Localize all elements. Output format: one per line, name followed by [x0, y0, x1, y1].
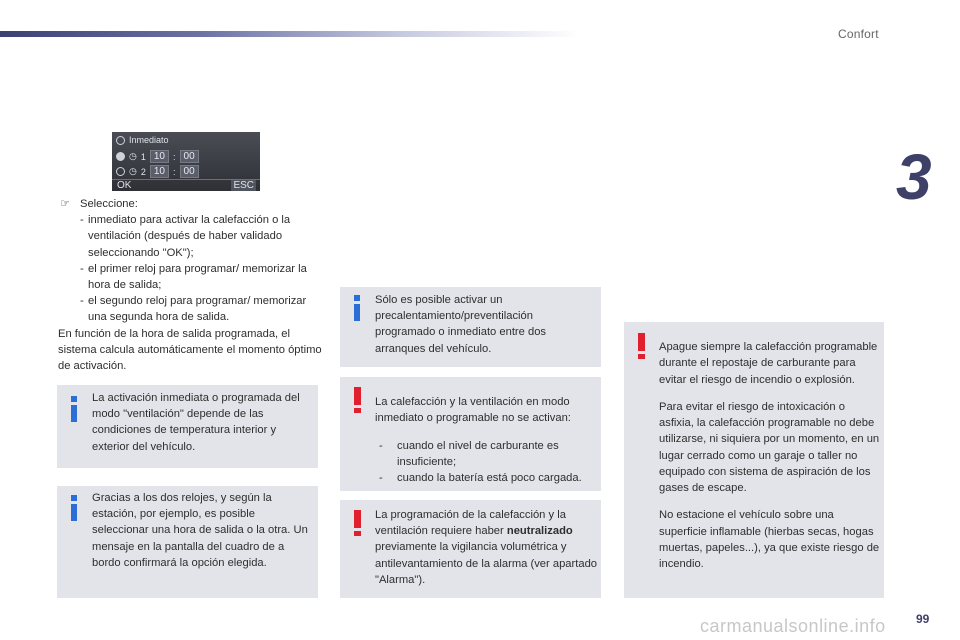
note-text	[375, 383, 597, 486]
chapter-number: 3	[896, 141, 932, 213]
header-bar	[0, 31, 580, 37]
info-note-ventilation	[57, 385, 318, 468]
note-text: La programación de la calefacción y la ventilación requiere haber neutralizado previamente la vigilancia volumétrica y antilevantamiento de la alarma (ver apartado "Alarma").	[375, 509, 598, 586]
list-item: - el primer reloj para programar/ memorizar la hora de salida;	[58, 261, 323, 293]
note-text: Gracias a los dos relojes, y según la estación, por ejemplo, es posible seleccionar una hora de salida o la otra. Un mensaje en la pantalla del cuadro de a bordo confirmará la opción elegida.	[92, 492, 308, 569]
info-icon	[67, 495, 81, 521]
instruction-paragraph: En función de la hora de salida programada, el sistema calcula automáticamente el momento óptimo de activación.	[58, 327, 322, 373]
list-item: - inmediato para activar la calefacción o la ventilación (después de haber validado seleccionando "OK");	[58, 212, 323, 261]
minute-value: 00	[180, 150, 199, 163]
minute-value: 00	[180, 165, 199, 178]
pointer-icon: ☞	[60, 198, 71, 210]
screen-clock-row-2: ◷ 2 10 : 00	[116, 165, 199, 178]
clock-index: 2	[140, 166, 146, 177]
info-icon	[350, 295, 364, 321]
warning-note-alarm	[340, 500, 601, 598]
radio-icon	[116, 167, 125, 176]
warning-note-fuel	[340, 377, 601, 491]
screen-clock-row-1: ◷ 1 10 : 00	[116, 150, 199, 163]
warning-note-fire	[624, 322, 884, 598]
info-note-clocks	[57, 486, 318, 598]
hour-value: 10	[150, 165, 169, 178]
section-title: Confort	[838, 27, 879, 41]
clock-icon: ◷	[129, 151, 137, 161]
watermark: carmanualsonline.info	[700, 616, 886, 636]
display-screen	[112, 132, 260, 191]
warning-icon	[350, 510, 364, 536]
note-list	[375, 438, 597, 487]
instruction-list	[58, 212, 323, 325]
note-intro: La calefacción y la ventilación en modo inmediato o programable no se activan:	[375, 396, 571, 425]
clock-index: 1	[140, 151, 146, 162]
list-item: - cuando la batería está poco cargada.	[375, 470, 597, 486]
info-icon	[67, 396, 81, 422]
radio-icon	[116, 136, 125, 145]
screen-title: Inmediato	[129, 135, 169, 145]
clock-icon: ◷	[129, 166, 137, 176]
instruction-bullet: Seleccione:	[80, 198, 138, 210]
instructions	[58, 196, 323, 374]
hour-value: 10	[150, 150, 169, 163]
warning-icon	[634, 333, 648, 359]
ok-label: OK	[117, 180, 132, 191]
note-text: La activación inmediata o programada del modo "ventilación" depende de las condiciones de temperatura interior y exterior del vehículo.	[92, 392, 300, 453]
info-note-activation	[340, 287, 601, 367]
screen-title-row	[116, 135, 169, 145]
note-text: Sólo es posible activar un precalentamiento/preventilación programado o inmediato entre dos arranques del vehículo.	[375, 294, 547, 355]
list-item: - cuando el nivel de carburante es insuficiente;	[375, 438, 597, 470]
warning-icon	[350, 387, 364, 413]
list-item: - el segundo reloj para programar/ memorizar una segunda hora de salida.	[58, 293, 323, 325]
emphasis: neutralizado	[506, 525, 573, 538]
note-text: Apague siempre la calefacción programable durante el repostaje de carburante para evitar el riesgo de incendio o explosión. Para evitar el riesgo de intoxicación o asfixia, la calefacción programable no debe utilizarse, ni siquiera por un momento, en un lugar cerrado como un garaje o taller no equipado con sistema de aspiración de los gases de escape. No estacione el vehículo sobre una superficie inflamable (hierbas secas, hogas muertas, papeles...), ya que existe riesgo de incendio.	[659, 341, 880, 570]
page-number: 99	[916, 612, 930, 626]
esc-label: ESC	[233, 180, 254, 191]
radio-selected-icon	[116, 152, 125, 161]
